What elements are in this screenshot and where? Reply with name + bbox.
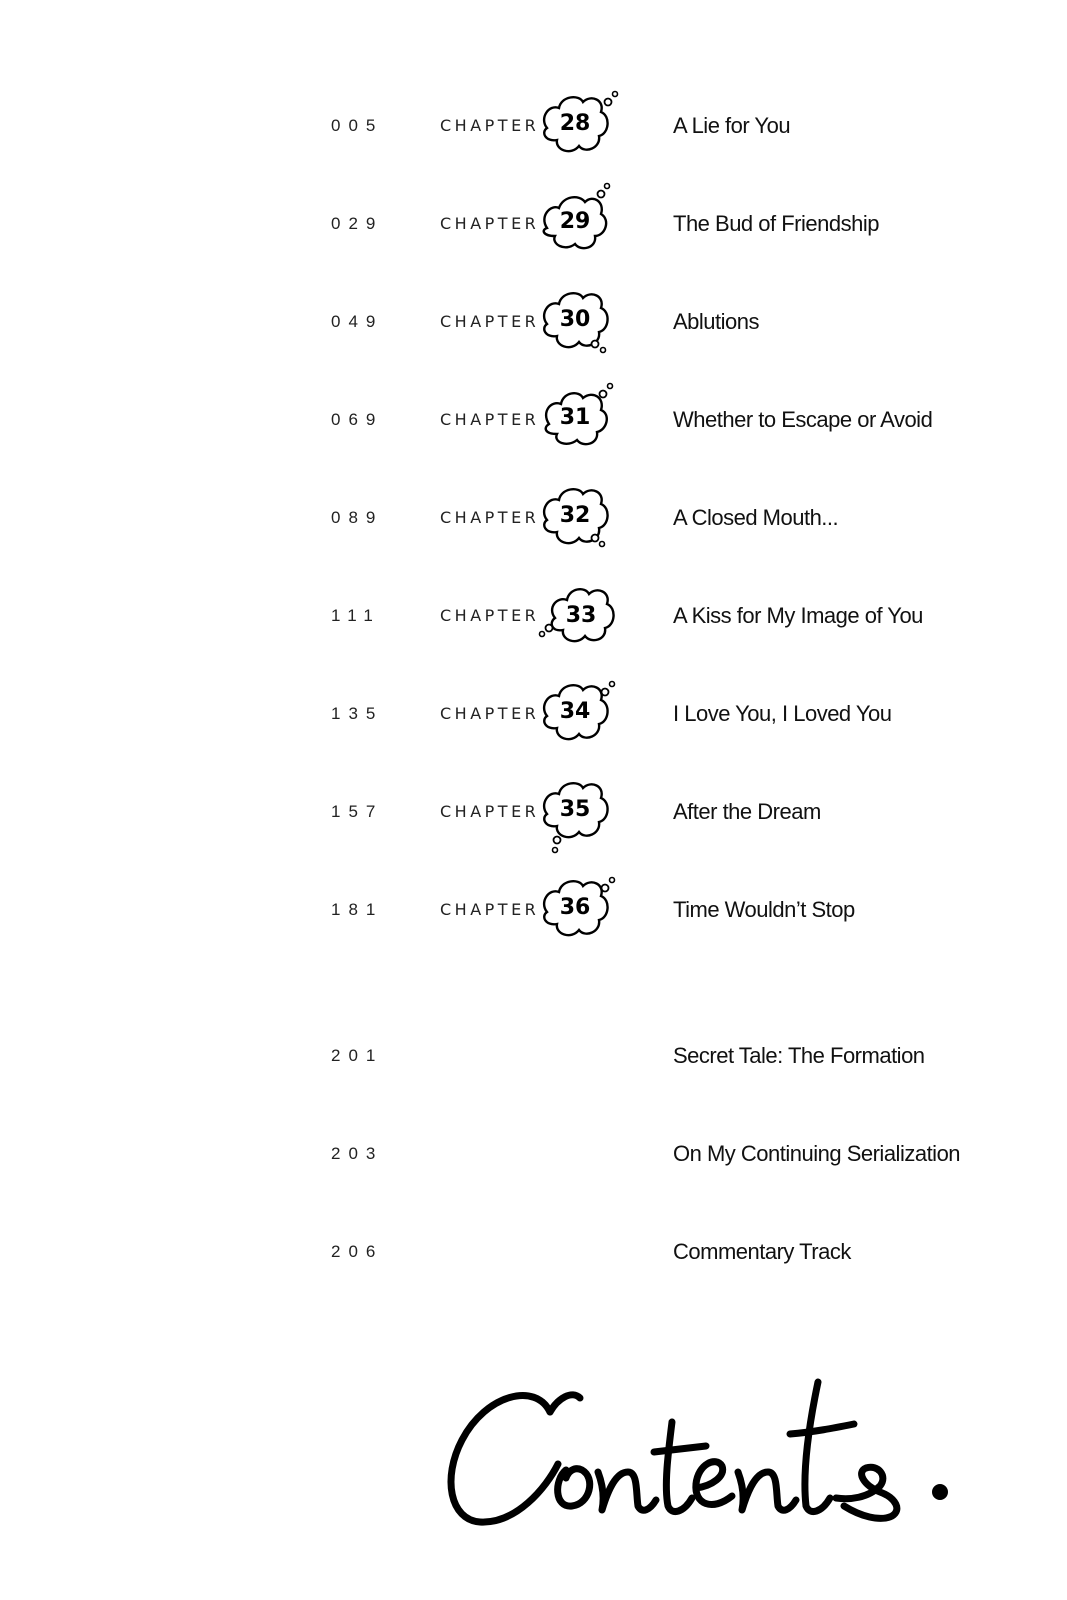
chapter-label: CHAPTER	[440, 312, 540, 331]
page-number: 005	[331, 116, 384, 135]
chapter-title: A Closed Mouth...	[673, 505, 839, 530]
chapter-number: 33	[565, 603, 597, 628]
chapter-row[interactable]	[0, 96, 1067, 156]
extra-title: Commentary Track	[673, 1239, 851, 1264]
chapter-number: 30	[559, 307, 591, 332]
page-number: 203	[331, 1144, 384, 1163]
extra-title: Secret Tale: The Formation	[673, 1043, 925, 1068]
chapter-number: 29	[559, 209, 591, 234]
page-number: 206	[331, 1242, 384, 1261]
page-number: 089	[331, 508, 384, 527]
chapter-row[interactable]	[0, 292, 1067, 352]
thought-bubble-icon	[535, 872, 625, 952]
page-number: 181	[331, 900, 384, 919]
contents-heading	[440, 1360, 1000, 1560]
chapter-number: 32	[559, 503, 591, 528]
page-number: 029	[331, 214, 384, 233]
chapter-label: CHAPTER	[440, 606, 540, 625]
page-number: 157	[331, 802, 384, 821]
chapter-number: 31	[559, 405, 591, 430]
chapter-title: Ablutions	[673, 309, 760, 334]
chapter-number: 28	[559, 111, 591, 136]
chapter-title: I Love You, I Loved You	[673, 701, 892, 726]
thought-bubble-icon	[535, 774, 625, 854]
chapter-row[interactable]	[0, 586, 1067, 646]
extra-row[interactable]	[0, 1026, 1067, 1086]
chapter-label: CHAPTER	[440, 900, 540, 919]
thought-bubble-icon	[535, 578, 625, 658]
chapter-title: The Bud of Friendship	[673, 211, 879, 236]
chapter-label: CHAPTER	[440, 214, 540, 233]
chapter-row[interactable]	[0, 782, 1067, 842]
chapter-title: After the Dream	[673, 799, 821, 824]
thought-bubble-icon	[535, 284, 625, 364]
chapter-row[interactable]	[0, 194, 1067, 254]
thought-bubble-icon	[535, 382, 625, 462]
chapter-title: Time Wouldn’t Stop	[673, 897, 855, 922]
page-number: 201	[331, 1046, 384, 1065]
extra-title: On My Continuing Serialization	[673, 1141, 961, 1166]
thought-bubble-icon	[535, 480, 625, 560]
extra-row[interactable]	[0, 1124, 1067, 1184]
chapter-row[interactable]	[0, 390, 1067, 450]
chapter-number: 35	[559, 797, 591, 822]
thought-bubble-icon	[535, 676, 625, 756]
chapter-title: A Lie for You	[673, 113, 791, 138]
chapter-number: 36	[559, 895, 591, 920]
thought-bubble-icon	[535, 88, 625, 168]
page-number: 135	[331, 704, 384, 723]
chapter-row[interactable]	[0, 880, 1067, 940]
chapter-row[interactable]	[0, 684, 1067, 744]
page-number: 049	[331, 312, 384, 331]
chapter-label: CHAPTER	[440, 508, 540, 527]
extra-row[interactable]	[0, 1222, 1067, 1282]
chapter-label: CHAPTER	[440, 116, 540, 135]
chapter-label: CHAPTER	[440, 802, 540, 821]
chapter-row[interactable]	[0, 488, 1067, 548]
page-number: 111	[331, 606, 381, 625]
thought-bubble-icon	[535, 186, 625, 266]
chapter-title: Whether to Escape or Avoid	[673, 407, 933, 432]
chapter-label: CHAPTER	[440, 410, 540, 429]
chapter-title: A Kiss for My Image of You	[673, 603, 923, 628]
contents-script-lettering	[440, 1360, 1000, 1560]
page-number: 069	[331, 410, 384, 429]
chapter-label: CHAPTER	[440, 704, 540, 723]
chapter-number: 34	[559, 699, 591, 724]
